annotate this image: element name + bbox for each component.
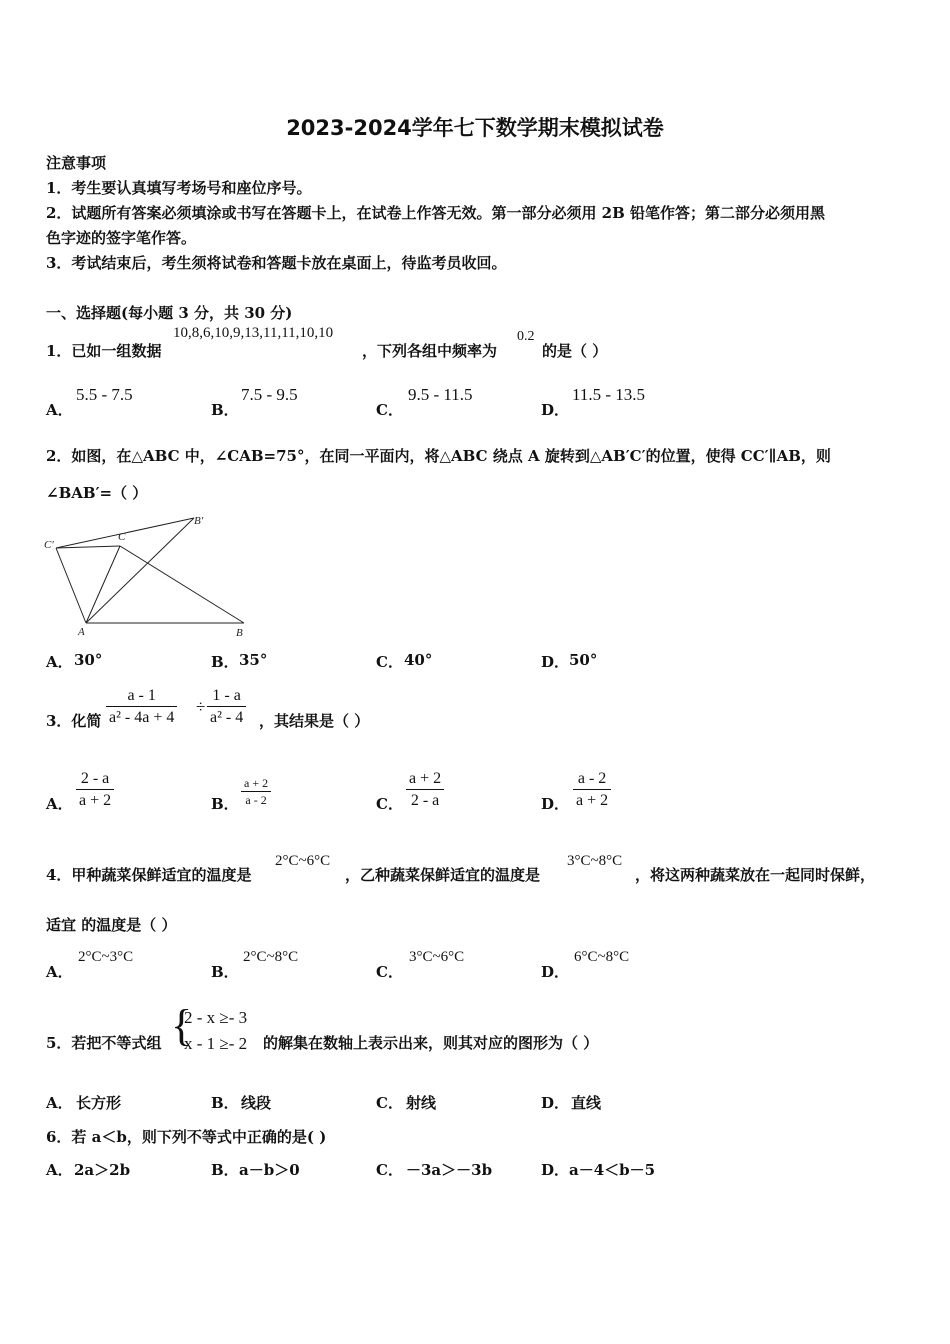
segment-a-b-prime <box>86 518 194 623</box>
notice-item-3: 3．考试结束后，考生须将试卷和答题卡放在桌面上，待监考员收回。 <box>46 254 507 272</box>
q2-option-c: 40° <box>404 651 433 669</box>
q3-divide-sign: ÷ <box>196 697 206 716</box>
q3-option-b-numerator: a + 2 <box>241 775 271 792</box>
q3-option-a-denominator: a + 2 <box>79 792 112 809</box>
q2-line-2: ∠BAB′=（ ） <box>46 484 148 502</box>
q2-option-a: 30° <box>74 651 103 669</box>
q3-option-c-letter: C． <box>376 795 403 813</box>
q1-option-b: 7.5 - 9.5 <box>241 385 298 404</box>
q4-option-b: 2°C~8°C <box>243 949 299 965</box>
q2-option-d-letter: D． <box>541 653 570 671</box>
q3-fraction-2 <box>207 685 246 728</box>
segment-c-a <box>86 546 120 623</box>
q2-option-c-letter: C． <box>376 653 403 671</box>
q3-option-c-denominator: 2 - a <box>410 792 440 809</box>
q1-frequency: 0.2 <box>517 329 535 344</box>
q4-option-d: 6°C~8°C <box>574 949 630 965</box>
q5-option-a: 长方形 <box>76 1094 122 1112</box>
q4-range-1: 2°C~6°C <box>275 853 331 869</box>
q3-fraction-1-denominator: a² - 4a + 4 <box>109 709 175 726</box>
label-a: A <box>78 626 85 638</box>
label-b: B <box>236 627 243 639</box>
segment-c-b <box>120 546 244 623</box>
q2-option-d: 50° <box>569 651 598 669</box>
section-heading: 一、选择题(每小题 3 分，共 30 分) <box>46 304 293 322</box>
q3-option-d-letter: D． <box>541 795 570 813</box>
q3-option-a-numerator: 2 - a <box>76 768 114 790</box>
q4-part-3: ，将这两种蔬菜放在一起同时保鲜， <box>635 866 876 884</box>
q2-line-1: 2．如图，在△ABC 中，∠CAB=75°，在同一平面内，将△ABC 绕点 A 旋转到△AB′C′的位置，使得 CC′∥AB，则 <box>46 447 831 465</box>
q3-option-d-denominator: a + 2 <box>576 792 609 809</box>
q6-option-a-letter: A． <box>46 1161 73 1179</box>
q4-option-c-letter: C． <box>376 963 403 981</box>
q6-option-d-letter: D． <box>541 1161 570 1179</box>
q4-option-d-letter: D． <box>541 963 570 981</box>
q4-line-2: 适宜 的温度是（ ） <box>46 916 177 934</box>
q2-option-b-letter: B． <box>211 653 239 671</box>
q3-fraction-2-denominator: a² - 4 <box>210 709 244 726</box>
q5-brace: { <box>171 1001 193 1050</box>
q3-option-c-numerator: a + 2 <box>406 768 444 790</box>
q5-option-b-letter: B． <box>211 1094 239 1112</box>
q5-option-d: 直线 <box>571 1094 602 1112</box>
q3-option-c-fraction <box>406 768 444 811</box>
q2-option-b: 35° <box>239 651 268 669</box>
q5-suffix: 的解集在数轴上表示出来，则其对应的图形为（ ） <box>263 1034 599 1052</box>
q5-inequality-1: 2 - x ≥- 3 <box>184 1008 248 1027</box>
q6-option-b-letter: B． <box>211 1161 239 1179</box>
q5-prefix: 5．若把不等式组 <box>46 1034 162 1052</box>
q3-fraction-1 <box>106 685 177 728</box>
q4-range-2: 3°C~8°C <box>567 853 623 869</box>
q3-option-a-fraction <box>76 768 114 811</box>
q2-option-a-letter: A． <box>46 653 73 671</box>
q3-option-d-fraction <box>573 768 611 811</box>
q3-prefix: 3．化简 <box>46 712 102 730</box>
q1-suffix: 的是（ ） <box>542 342 608 360</box>
q1-option-a-letter: A． <box>46 401 73 419</box>
q4-part-1: 4．甲种蔬菜保鲜适宜的温度是 <box>46 866 252 884</box>
q3-fraction-1-numerator: a - 1 <box>106 685 177 707</box>
q6-option-d: a－4＜b－5 <box>569 1161 656 1179</box>
q1-data: 10,8,6,10,9,13,11,11,10,10 <box>173 325 334 341</box>
q3-option-a-letter: A． <box>46 795 73 813</box>
q1-option-d-letter: D． <box>541 401 570 419</box>
notice-item-1: 1．考生要认真填写考场号和座位序号。 <box>46 179 312 197</box>
q6-option-c: －3a＞－3b <box>406 1161 493 1179</box>
q1-middle: ，下列各组中频率为 <box>362 342 498 360</box>
q5-option-c: 射线 <box>406 1094 437 1112</box>
notice-item-2-cont: 色字迹的签字笔作答。 <box>46 229 197 247</box>
q5-option-b: 线段 <box>241 1094 272 1112</box>
notice-item-2: 2．试题所有答案必须填涂或书写在答题卡上，在试卷上作答无效。第一部分必须用 2B 铅笔作答；第二部分必须用黑 <box>46 204 826 222</box>
q1-option-d: 11.5 - 13.5 <box>572 385 646 404</box>
q4-option-a-letter: A． <box>46 963 73 981</box>
q6-option-c-letter: C． <box>376 1161 403 1179</box>
page-title: 2023-2024学年七下数学期末模拟试卷 <box>286 116 664 140</box>
segment-c-prime-a <box>56 548 86 623</box>
q6-option-b: a－b＞0 <box>239 1161 300 1179</box>
q5-inequality-2: x - 1 ≥- 2 <box>184 1034 248 1053</box>
q4-option-b-letter: B． <box>211 963 239 981</box>
q6-option-a: 2a＞2b <box>74 1161 131 1179</box>
label-b-prime: B′ <box>194 515 204 527</box>
q3-option-b-denominator: a - 2 <box>245 793 267 807</box>
q6-text: 6．若 a＜b，则下列不等式中正确的是( ) <box>46 1128 327 1146</box>
q3-suffix: ，其结果是（ ） <box>259 712 370 730</box>
q1-option-a: 5.5 - 7.5 <box>76 385 133 404</box>
triangle-rotation-figure <box>40 510 260 642</box>
q3-option-d-numerator: a - 2 <box>573 768 611 790</box>
q1-prefix: 1．已如一组数据 <box>46 342 162 360</box>
q1-option-c-letter: C． <box>376 401 403 419</box>
q3-option-b-fraction <box>241 775 271 808</box>
q5-option-c-letter: C． <box>376 1094 403 1112</box>
q4-part-2: ，乙种蔬菜保鲜适宜的温度是 <box>345 866 541 884</box>
q1-option-c: 9.5 - 11.5 <box>408 385 473 404</box>
q5-option-d-letter: D． <box>541 1094 570 1112</box>
q4-option-a: 2°C~3°C <box>78 949 134 965</box>
label-c-prime: C′ <box>44 539 54 551</box>
q1-option-b-letter: B． <box>211 401 239 419</box>
label-c: C <box>118 531 126 543</box>
notice-heading: 注意事项 <box>46 154 107 172</box>
q5-option-a-letter: A． <box>46 1094 73 1112</box>
q3-option-b-letter: B． <box>211 795 239 813</box>
q3-fraction-2-numerator: 1 - a <box>207 685 246 707</box>
q4-option-c: 3°C~6°C <box>409 949 465 965</box>
